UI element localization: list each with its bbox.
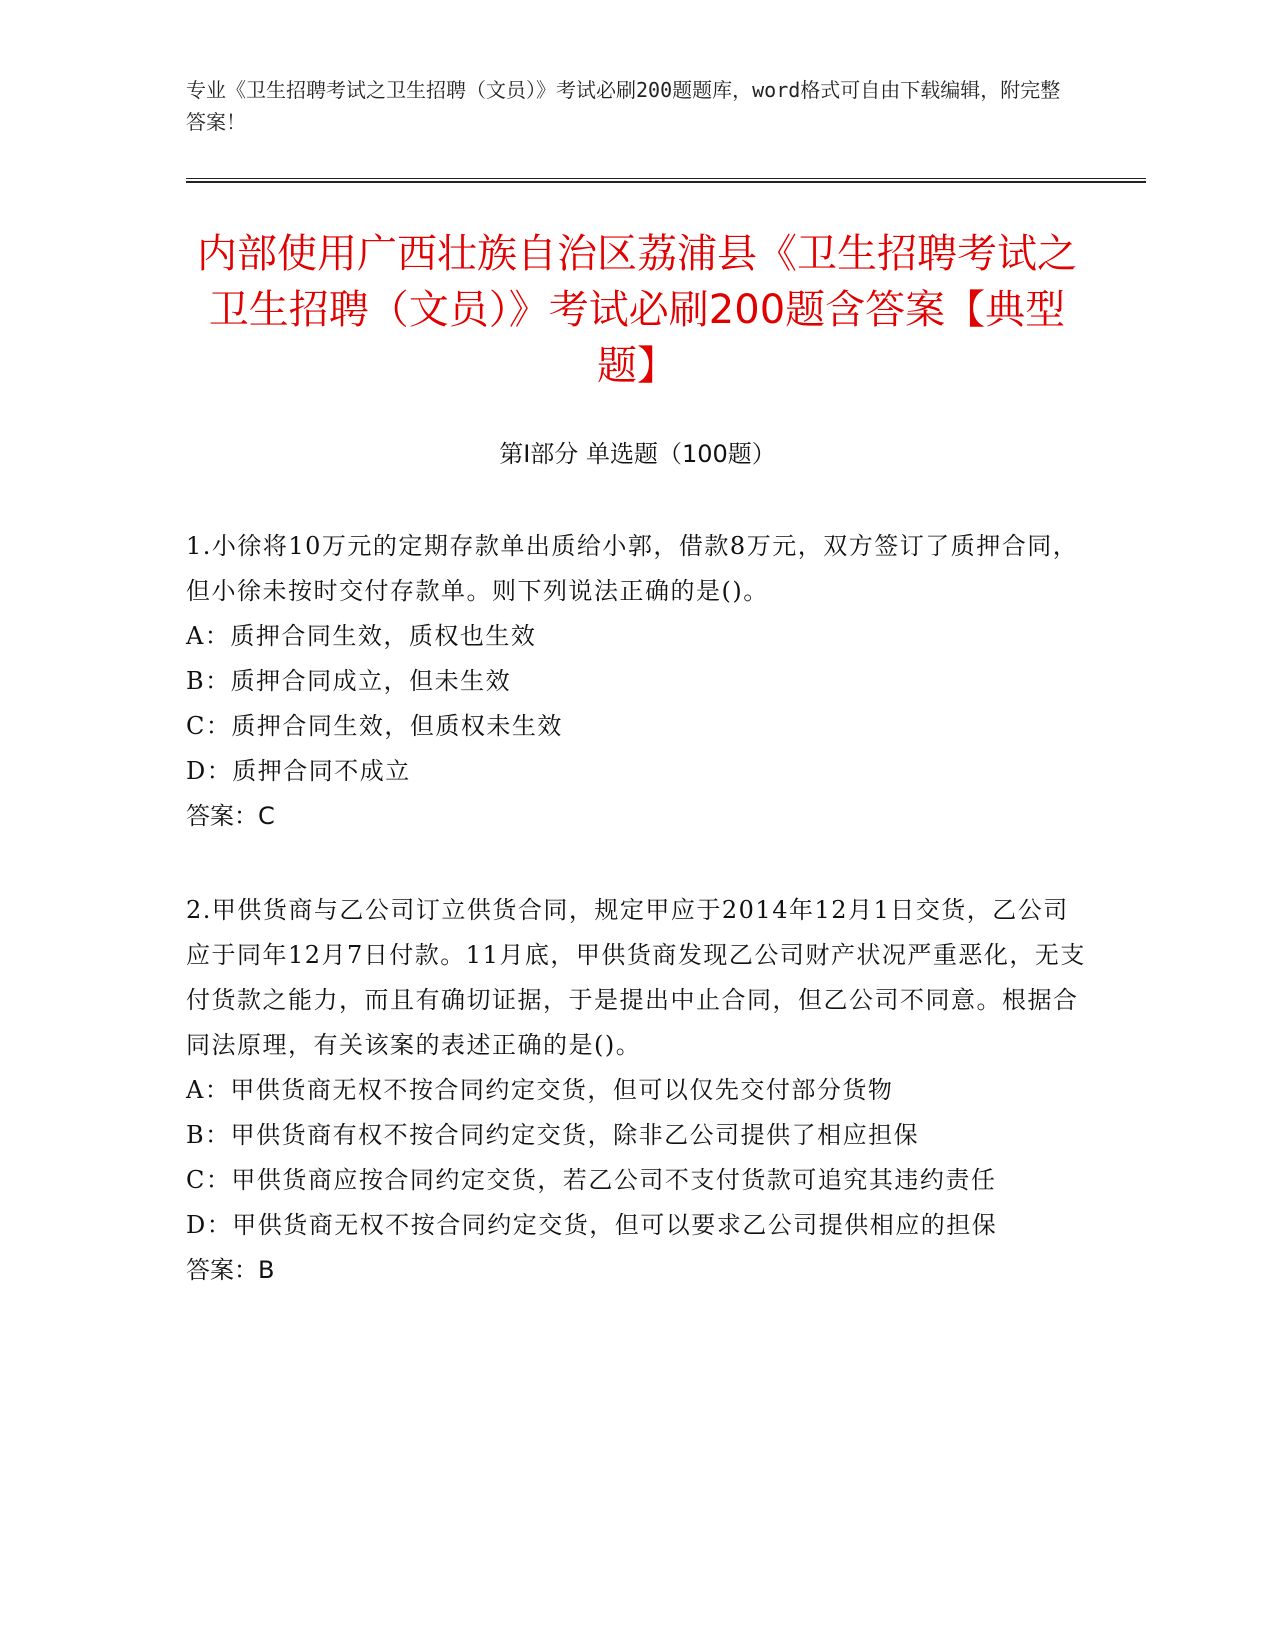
option-d: D：质押合同不成立 xyxy=(186,757,411,785)
option-a: A：质押合同生效，质权也生效 xyxy=(186,622,537,650)
question-item xyxy=(186,524,1086,839)
header-note: 专业《卫生招聘考试之卫生招聘（文员）》考试必刷200题题库，word格式可自由下载编辑，附完整答案！ xyxy=(186,78,1061,134)
option-b: B：甲供货商有权不按合同约定交货，除非乙公司提供了相应担保 xyxy=(186,1121,920,1149)
option-c: C：甲供货商应按合同约定交货，若乙公司不支付货款可追究其违约责任 xyxy=(186,1166,997,1194)
option-c: C：质押合同生效，但质权未生效 xyxy=(186,712,563,740)
header-divider xyxy=(186,178,1146,183)
question-stem: 2.甲供货商与乙公司订立供货合同，规定甲应于2014年12月1日交货，乙公司应于同年12月7日付款。11月底，甲供货商发现乙公司财产状况严重恶化，无支付货款之能力，而且有确切证据，于是提出中止合同，但乙公司不同意。根据合同法原理，有关该案的表述正确的是()。 xyxy=(186,896,1086,1059)
option-b: B：质押合同成立，但未生效 xyxy=(186,667,512,695)
question-item xyxy=(186,888,1086,1293)
option-d: D：甲供货商无权不按合同约定交货，但可以要求乙公司提供相应的担保 xyxy=(186,1211,998,1239)
section-heading: 第Ⅰ部分 单选题（100题） xyxy=(499,440,776,468)
answer-line: 答案：C xyxy=(186,802,275,830)
question-stem: 1.小徐将10万元的定期存款单出质给小郭，借款8万元，双方签订了质押合同，但小徐未按时交付存款单。则下列说法正确的是()。 xyxy=(186,532,1079,605)
option-a: A：甲供货商无权不按合同约定交货，但可以仅先交付部分货物 xyxy=(186,1076,894,1104)
answer-line: 答案：B xyxy=(186,1256,275,1284)
document-title: 内部使用广西壮族自治区荔浦县《卫生招聘考试之卫生招聘（文员）》考试必刷200题含答案【典型题】 xyxy=(197,231,1077,389)
